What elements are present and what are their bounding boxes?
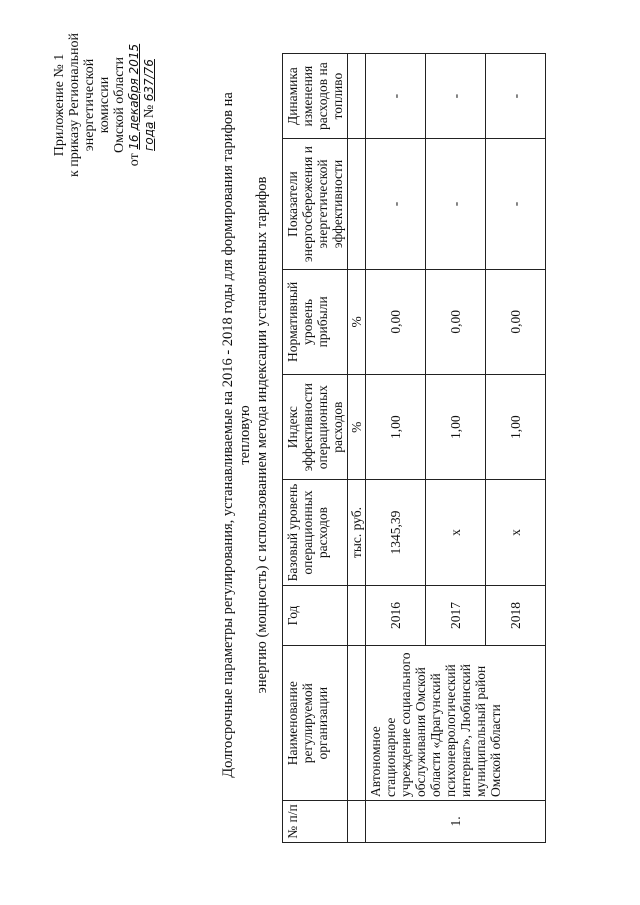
parameters-table — [282, 53, 546, 843]
title-line: энергию (мощность) с использованием метода индексации установленных тарифов — [254, 176, 270, 694]
header-base: Базовый уровень операционных расходов — [283, 480, 348, 585]
cell-year: 2016 — [366, 585, 426, 646]
cell-base: 1345,39 — [366, 480, 426, 585]
cell-profit: 0,00 — [366, 269, 426, 374]
cell-fuel: - — [426, 54, 486, 139]
cell-energy: - — [366, 139, 426, 270]
units-cell — [348, 646, 366, 801]
appendix-from: от — [127, 153, 142, 167]
appendix-block — [52, 30, 157, 180]
table-row — [366, 54, 426, 843]
header-energy: Показатели энергосбережения и энергетической эффективности — [283, 139, 348, 270]
units-base: тыс. руб. — [348, 480, 366, 585]
cell-profit: 0,00 — [486, 269, 546, 374]
header-org: Наименование регулируемой организации — [283, 646, 348, 801]
cell-index: 1,00 — [486, 374, 546, 480]
header-row — [283, 54, 348, 843]
cell-year: 2017 — [426, 585, 486, 646]
handwritten-date: 16 декабря 2015 года — [127, 43, 156, 151]
cell-year: 2018 — [486, 585, 546, 646]
appendix-line: Приложение № 1 — [52, 53, 67, 157]
appendix-number-sign: № — [142, 104, 157, 119]
cell-fuel: - — [486, 54, 546, 139]
appendix-date-line — [127, 30, 157, 180]
header-fuel: Динамика изменения расходов на топливо — [283, 54, 348, 139]
header-year: Год — [283, 585, 348, 646]
header-index: Индекс эффективности операционных расходов — [283, 374, 348, 480]
cell-index: 1,00 — [366, 374, 426, 480]
units-cell — [348, 54, 366, 139]
units-profit: % — [348, 269, 366, 374]
org-name: Автономное стационарное учреждение социального обслуживания Омской области «Драгунский психоневрологический интернат», Любинский муниципальный район Омской области — [366, 646, 546, 801]
units-row — [348, 54, 366, 843]
cell-index: 1,00 — [426, 374, 486, 480]
title-line: Долгосрочные параметры регулирования, устанавливаемые на 2016 - 2018 годы для формирования тарифов на тепловую — [220, 92, 253, 778]
cell-energy: - — [426, 139, 486, 270]
cell-profit: 0,00 — [426, 269, 486, 374]
appendix-line: к приказу Региональной — [67, 32, 82, 178]
document-title — [220, 85, 271, 785]
org-number: 1. — [366, 800, 546, 842]
header-profit: Нормативный уровень прибыли — [283, 269, 348, 374]
cell-base: x — [426, 480, 486, 585]
appendix-line: энергетической комиссии — [82, 58, 112, 152]
header-no: № п/п — [283, 800, 348, 842]
units-cell — [348, 139, 366, 270]
units-cell — [348, 585, 366, 646]
handwritten-number: 637/76 — [142, 59, 156, 102]
cell-base: x — [486, 480, 546, 585]
cell-fuel: - — [366, 54, 426, 139]
units-index: % — [348, 374, 366, 480]
cell-energy: - — [486, 139, 546, 270]
appendix-line: Омской области — [112, 56, 127, 154]
units-cell — [348, 800, 366, 842]
